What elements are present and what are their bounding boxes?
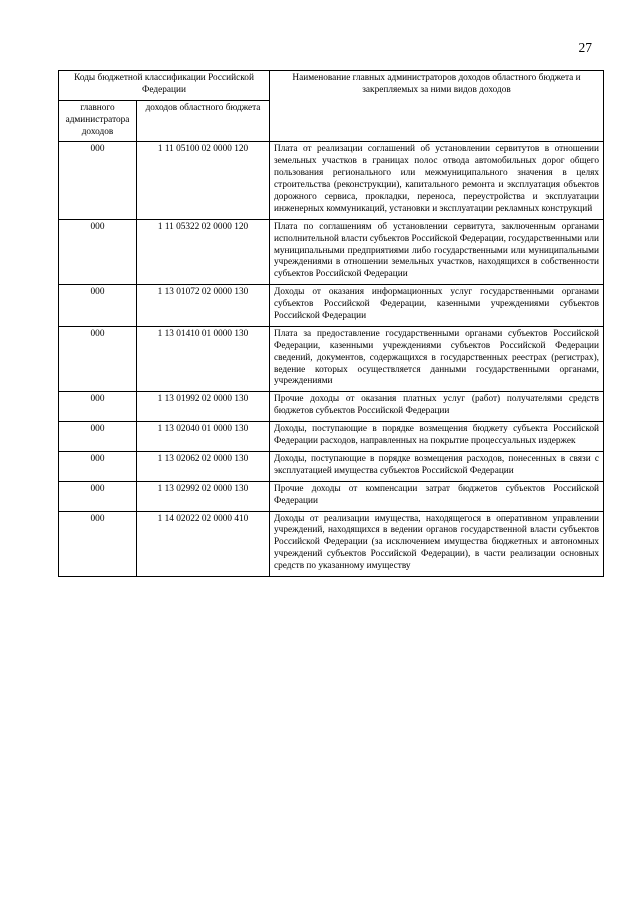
cell-description: Плата по соглашениям об установлении сервитута, заключенным органами исполнительной власти субъектов Российской Федерации, государственными или муниципальными предприятиями либо государственными или муниципальными учреждениями в отношении земельных участков, находящихся в собственности субъектов Российской Федерации [270,219,604,284]
table-row [59,392,604,422]
table-row [59,511,604,576]
table-row [59,285,604,327]
header-admin-column: главного администратора доходов [59,100,137,142]
cell-admin-code: 000 [59,511,137,576]
cell-admin-code: 000 [59,481,137,511]
table-row [59,142,604,219]
cell-description: Прочие доходы от компенсации затрат бюджетов субъектов Российской Федерации [270,481,604,511]
cell-income-code: 1 13 02992 02 0000 130 [137,481,270,511]
table-row [59,422,604,452]
cell-admin-code: 000 [59,326,137,391]
cell-admin-code: 000 [59,219,137,284]
cell-description: Доходы от реализации имущества, находящегося в оперативном управлении учреждений, находящихся в ведении органов государственной власти субъектов Российской Федерации (за исключением имущества бюджетных и автономных учреждений субъектов Российской Федерации), в части реализации основных средств по указанному имуществу [270,511,604,576]
header-codes-title: Коды бюджетной классификации Российской Федерации [59,71,270,101]
cell-income-code: 1 11 05322 02 0000 120 [137,219,270,284]
cell-income-code: 1 13 01072 02 0000 130 [137,285,270,327]
table-row [59,451,604,481]
cell-admin-code: 000 [59,285,137,327]
cell-admin-code: 000 [59,422,137,452]
table-header [59,71,604,142]
table-row [59,219,604,284]
cell-description: Доходы от оказания информационных услуг государственными органами субъектов Российской Федерации, казенными учреждениями субъектов Российской Федерации [270,285,604,327]
cell-admin-code: 000 [59,451,137,481]
cell-description: Плата от реализации соглашений об установлении сервитутов в отношении земельных участков в границах полос отвода автомобильных дорог общего пользования регионального или межмуниципального значения в целях строительства (реконструкции), капитального ремонта и эксплуатация объектов дорожного сервиса, прокладки, переноса, переустройства и эксплуатации инженерных коммуникаций, установки и эксплуатации рекламных конструкций [270,142,604,219]
table-row [59,481,604,511]
header-income-column: доходов областного бюджета [137,100,270,142]
page-number: 27 [578,40,592,55]
cell-income-code: 1 13 01410 01 0000 130 [137,326,270,391]
cell-description: Прочие доходы от оказания платных услуг (работ) получателями средств бюджетов субъектов Российской Федерации [270,392,604,422]
table-header-row-1 [59,71,604,101]
table-row [59,326,604,391]
budget-classification-table [58,70,604,577]
table-body [59,142,604,577]
cell-income-code: 1 13 01992 02 0000 130 [137,392,270,422]
cell-description: Плата за предоставление государственными органами субъектов Российской Федерации, казенными учреждениями субъектов Российской Федерации сведений, документов, содержащихся в государственных реестрах (регистрах), ведение которых осуществляется данными государственными органами, учреждениями [270,326,604,391]
cell-income-code: 1 11 05100 02 0000 120 [137,142,270,219]
header-name-column: Наименование главных администраторов доходов областного бюджета и закрепляемых за ними видов доходов [270,71,604,142]
cell-income-code: 1 13 02062 02 0000 130 [137,451,270,481]
cell-income-code: 1 14 02022 02 0000 410 [137,511,270,576]
cell-description: Доходы, поступающие в порядке возмещения расходов, понесенных в связи с эксплуатацией имущества субъектов Российской Федерации [270,451,604,481]
cell-admin-code: 000 [59,392,137,422]
cell-income-code: 1 13 02040 01 0000 130 [137,422,270,452]
cell-admin-code: 000 [59,142,137,219]
cell-description: Доходы, поступающие в порядке возмещения бюджету субъекта Российской Федерации расходов, направленных на покрытие процессуальных издержек [270,422,604,452]
